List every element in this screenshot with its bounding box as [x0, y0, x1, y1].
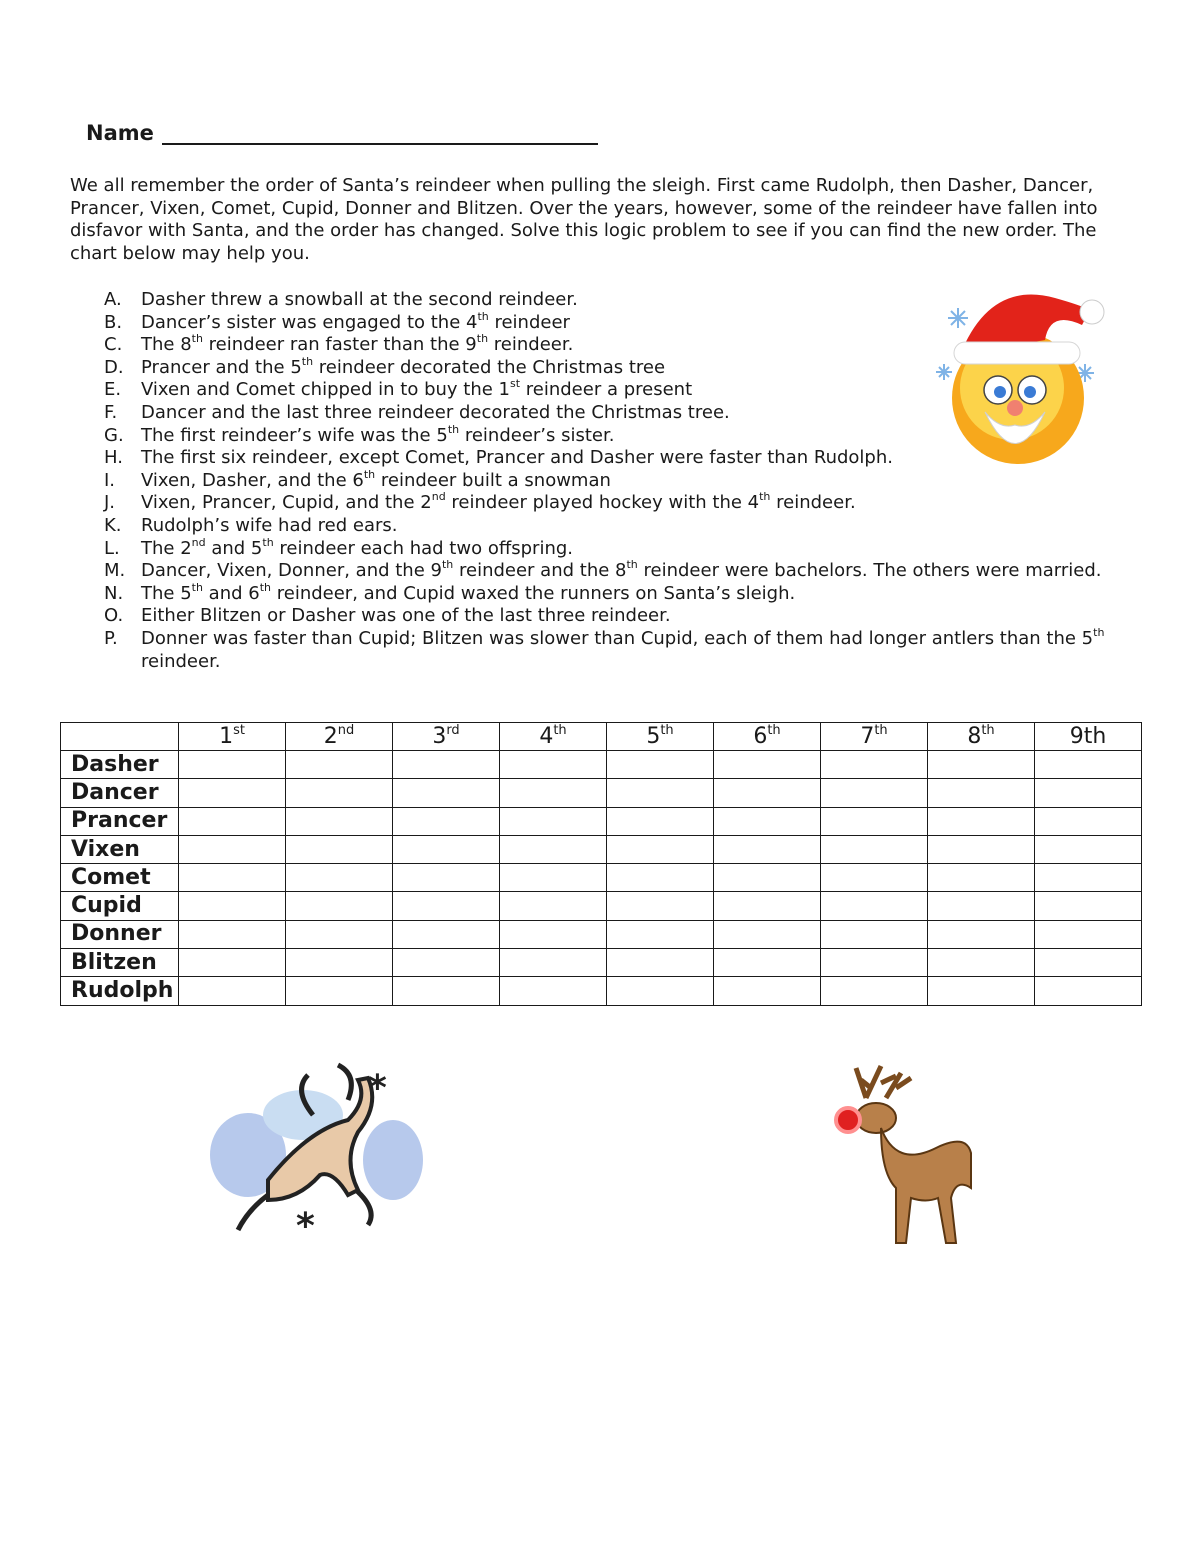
grid-cell[interactable] — [1035, 864, 1142, 892]
grid-cell[interactable] — [393, 751, 500, 779]
clue-letter: P. — [104, 627, 118, 649]
grid-cell[interactable] — [1035, 977, 1142, 1005]
grid-cell[interactable] — [714, 949, 821, 977]
grid-cell[interactable] — [286, 892, 393, 920]
grid-row-label: Cupid — [61, 892, 179, 920]
grid-row — [61, 977, 1142, 1005]
grid-row — [61, 779, 1142, 807]
grid-row-label: Vixen — [61, 835, 179, 863]
clue-letter: A. — [104, 289, 122, 310]
grid-cell[interactable] — [821, 835, 928, 863]
svg-text:*: * — [296, 1206, 315, 1240]
grid-cell[interactable] — [393, 920, 500, 948]
grid-cell[interactable] — [393, 892, 500, 920]
grid-cell[interactable] — [286, 751, 393, 779]
grid-cell[interactable] — [393, 949, 500, 977]
clue-letter: F. — [104, 401, 118, 423]
grid-row-label: Donner — [61, 920, 179, 948]
grid-cell[interactable] — [286, 920, 393, 948]
grid-cell[interactable] — [607, 892, 714, 920]
clue-text: Vixen, Dasher, and the 6th reindeer built a snowman — [141, 467, 611, 491]
grid-cell[interactable] — [928, 751, 1035, 779]
grid-cell[interactable] — [607, 835, 714, 863]
grid-cell[interactable] — [607, 920, 714, 948]
grid-row-label: Blitzen — [61, 949, 179, 977]
grid-cell[interactable] — [393, 807, 500, 835]
grid-cell[interactable] — [500, 751, 607, 779]
name-line — [86, 121, 598, 145]
grid-cell[interactable] — [500, 949, 607, 977]
grid-cell[interactable] — [500, 892, 607, 920]
clue-text: Vixen and Comet chipped in to buy the 1st reindeer a present — [141, 377, 693, 401]
leaping-reindeer-clipart — [208, 1060, 428, 1240]
grid-cell[interactable] — [1035, 892, 1142, 920]
clue-letter: H. — [104, 447, 123, 469]
santa-smiley-icon — [930, 280, 1105, 475]
clue-letter: B. — [104, 311, 123, 333]
grid-cell[interactable] — [179, 807, 286, 835]
grid-cell[interactable] — [286, 779, 393, 807]
grid-cell[interactable] — [821, 751, 928, 779]
grid-row — [61, 864, 1142, 892]
grid-cell[interactable] — [821, 977, 928, 1005]
grid-cell[interactable] — [286, 949, 393, 977]
grid-cell[interactable] — [607, 977, 714, 1005]
clue-letter: M. — [104, 560, 126, 582]
clue-text: Prancer and the 5th reindeer decorated the Christmas tree — [141, 354, 666, 378]
grid-cell[interactable] — [500, 779, 607, 807]
grid-cell[interactable] — [714, 807, 821, 835]
grid-column-header: 6th — [714, 723, 821, 751]
grid-cell[interactable] — [714, 835, 821, 863]
grid-cell[interactable] — [714, 779, 821, 807]
grid-column-header: 8th — [928, 723, 1035, 751]
grid-cell[interactable] — [821, 949, 928, 977]
grid-cell[interactable] — [179, 949, 286, 977]
grid-column-header: 9th — [1035, 723, 1142, 751]
clue-text: Donner was faster than Cupid; Blitzen was slower than Cupid, each of them had longer antlers than the 5th reindeer. — [141, 625, 1105, 672]
clue-item — [104, 625, 1134, 673]
grid-cell[interactable] — [500, 835, 607, 863]
grid-cell[interactable] — [928, 807, 1035, 835]
clue-letter: E. — [104, 379, 122, 401]
grid-cell[interactable] — [928, 835, 1035, 863]
grid-cell[interactable] — [607, 779, 714, 807]
grid-cell[interactable] — [928, 892, 1035, 920]
clue-letter: K. — [104, 514, 122, 536]
grid-row — [61, 835, 1142, 863]
grid-cell[interactable] — [928, 949, 1035, 977]
grid-cell[interactable] — [286, 864, 393, 892]
logic-grid — [60, 722, 1142, 1006]
grid-column-header: 4th — [500, 723, 607, 751]
clue-letter: J. — [104, 492, 116, 514]
grid-cell[interactable] — [1035, 920, 1142, 948]
clue-text: Vixen, Prancer, Cupid, and the 2nd reindeer played hockey with the 4th reindeer. — [141, 490, 856, 514]
grid-column-header: 1st — [179, 723, 286, 751]
grid-cell[interactable] — [286, 807, 393, 835]
clue-text: The 5th and 6th reindeer, and Cupid waxed the runners on Santa’s sleigh. — [141, 580, 796, 604]
grid-row-label: Dancer — [61, 779, 179, 807]
grid-cell[interactable] — [928, 977, 1035, 1005]
grid-row-label: Prancer — [61, 807, 179, 835]
grid-cell[interactable] — [179, 864, 286, 892]
name-blank[interactable] — [162, 121, 598, 145]
grid-row-label: Dasher — [61, 751, 179, 779]
grid-cell[interactable] — [286, 835, 393, 863]
clue-text: Either Blitzen or Dasher was one of the last three reindeer. — [141, 605, 671, 627]
grid-cell[interactable] — [821, 807, 928, 835]
grid-row — [61, 920, 1142, 948]
snowflake-icon — [948, 308, 968, 328]
clue-item — [104, 492, 1134, 515]
grid-cell[interactable] — [1035, 807, 1142, 835]
grid-cell[interactable] — [179, 751, 286, 779]
grid-corner-cell — [61, 723, 179, 751]
clue-item — [104, 560, 1134, 583]
clue-text: The first six reindeer, except Comet, Prancer and Dasher were faster than Rudolph. — [141, 447, 893, 469]
grid-cell[interactable] — [1035, 949, 1142, 977]
clue-text: Dancer’s sister was engaged to the 4th reindeer — [141, 309, 570, 333]
grid-cell[interactable] — [607, 751, 714, 779]
clue-text: Dancer, Vixen, Donner, and the 9th reindeer and the 8th reindeer were bachelors. The others were married. — [141, 558, 1102, 582]
grid-cell[interactable] — [607, 807, 714, 835]
grid-cell[interactable] — [714, 864, 821, 892]
clue-letter: N. — [104, 582, 124, 604]
grid-cell[interactable] — [714, 751, 821, 779]
grid-cell[interactable] — [393, 864, 500, 892]
grid-cell[interactable] — [179, 779, 286, 807]
grid-cell[interactable] — [500, 977, 607, 1005]
grid-row — [61, 892, 1142, 920]
clue-text: The 2nd and 5th reindeer each had two offspring. — [141, 535, 573, 559]
grid-cell[interactable] — [928, 920, 1035, 948]
clue-item — [104, 515, 1134, 538]
grid-row — [61, 751, 1142, 779]
rudolph-red-nose-clipart — [826, 1058, 986, 1258]
grid-cell[interactable] — [179, 977, 286, 1005]
grid-header-row — [61, 723, 1142, 751]
grid-cell[interactable] — [928, 864, 1035, 892]
clue-text: The first reindeer’s wife was the 5th reindeer’s sister. — [141, 422, 615, 446]
clue-letter: G. — [104, 424, 124, 446]
grid-column-header: 5th — [607, 723, 714, 751]
clue-text: Rudolph’s wife had red ears. — [141, 514, 398, 536]
grid-cell[interactable] — [607, 864, 714, 892]
grid-cell[interactable] — [821, 864, 928, 892]
grid-cell[interactable] — [607, 949, 714, 977]
grid-column-header: 7th — [821, 723, 928, 751]
grid-column-header: 2nd — [286, 723, 393, 751]
svg-text:*: * — [368, 1068, 387, 1109]
grid-cell[interactable] — [500, 920, 607, 948]
grid-row-label: Rudolph — [61, 977, 179, 1005]
grid-cell[interactable] — [393, 835, 500, 863]
grid-cell[interactable] — [1035, 751, 1142, 779]
clue-text: The 8th reindeer ran faster than the 9th reindeer. — [141, 332, 574, 356]
grid-cell[interactable] — [821, 779, 928, 807]
grid-cell[interactable] — [928, 779, 1035, 807]
clue-text: Dasher threw a snowball at the second reindeer. — [141, 289, 578, 310]
clue-letter: D. — [104, 356, 124, 378]
grid-cell[interactable] — [1035, 779, 1142, 807]
grid-row — [61, 949, 1142, 977]
grid-cell[interactable] — [179, 892, 286, 920]
clue-letter: I. — [104, 469, 116, 491]
clue-letter: C. — [104, 334, 123, 356]
name-label: Name — [86, 121, 154, 145]
grid-cell[interactable] — [714, 892, 821, 920]
grid-column-header: 3rd — [393, 723, 500, 751]
grid-cell[interactable] — [393, 779, 500, 807]
grid-cell[interactable] — [821, 920, 928, 948]
grid-cell[interactable] — [393, 977, 500, 1005]
grid-cell[interactable] — [286, 977, 393, 1005]
clue-item — [104, 580, 1134, 606]
clue-item — [104, 535, 1134, 561]
grid-row — [61, 807, 1142, 835]
grid-cell[interactable] — [1035, 835, 1142, 863]
grid-row-label: Comet — [61, 864, 179, 892]
grid-cell[interactable] — [500, 807, 607, 835]
grid-cell[interactable] — [714, 920, 821, 948]
grid-cell[interactable] — [714, 977, 821, 1005]
clue-item — [104, 605, 1134, 628]
intro-paragraph: We all remember the order of Santa’s reindeer when pulling the sleigh. First came Rudolph, then Dasher, Dancer, Prancer, Vixen, Comet, Cupid, Donner and Blitzen. Over the years, however, some of the reindeer have fallen into disfavor with Santa, and the order has changed. Solve this logic problem to see if you can find the new order. The chart below may help you. — [70, 175, 1098, 264]
clue-text: Dancer and the last three reindeer decorated the Christmas tree. — [141, 401, 730, 423]
clue-letter: L. — [104, 537, 120, 559]
grid-cell[interactable] — [821, 892, 928, 920]
grid-cell[interactable] — [179, 920, 286, 948]
clue-letter: O. — [104, 605, 124, 627]
grid-cell[interactable] — [179, 835, 286, 863]
grid-cell[interactable] — [500, 864, 607, 892]
